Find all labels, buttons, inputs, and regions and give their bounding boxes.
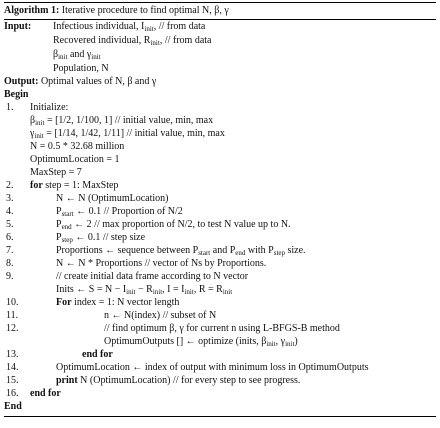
for-keyword: For xyxy=(56,297,72,308)
step-4-line xyxy=(56,206,183,218)
inits-sub-3: init xyxy=(184,288,194,296)
optimize-b: , γ xyxy=(275,336,286,347)
step-7-sub-step: step xyxy=(273,249,285,257)
input-recovered-pre: Recovered individual, R xyxy=(53,35,151,46)
optimize-c: ) xyxy=(294,336,298,347)
step-11-text: n ← N(index) // subset of N xyxy=(104,310,217,321)
step-7-sub-end: end xyxy=(235,249,246,257)
line-number: 7. xyxy=(6,245,14,256)
line-number: 13. xyxy=(6,349,19,360)
input-infectious-post: , // from data xyxy=(153,21,206,32)
input-beta-gamma xyxy=(53,49,101,61)
step-15-line xyxy=(56,375,300,387)
input-gamma-sub: init xyxy=(91,53,101,61)
inits-a: Inits ← S = N − I xyxy=(56,284,127,295)
step-6-text: ← 0.1 // step size xyxy=(72,232,146,243)
input-beta: β xyxy=(53,49,59,60)
step-9-text: // create initial data frame according to N vector xyxy=(56,271,249,282)
input-recovered-post: , // from data xyxy=(159,35,212,46)
algorithm-title xyxy=(4,5,229,17)
input-row-1 xyxy=(4,21,31,33)
input-and-gamma: and γ xyxy=(67,49,92,60)
step-7-a: Proportions ← sequence between P xyxy=(56,245,199,256)
line-number: 4. xyxy=(6,206,14,217)
end-for-keyword: end for xyxy=(82,349,113,360)
step-10-line xyxy=(56,297,179,309)
step-6-line xyxy=(56,232,145,244)
beta-value: = [1/2, 1/100, 1] // initial value, min, max xyxy=(44,115,214,126)
step-2-text: step = 1: MaxStep xyxy=(42,180,119,191)
line-number: 1. xyxy=(6,102,14,113)
step-5-line xyxy=(56,219,291,231)
step-14-text: OptimumLocation ← index of output with minimum loss in OptimumOutputs xyxy=(56,362,369,373)
step-1-gamma xyxy=(30,128,225,140)
p-symbol: P xyxy=(56,232,62,243)
gamma-value: = [1/14, 1/42, 1/11] // initial value, min, max xyxy=(43,128,225,139)
step-7-sub-start: start xyxy=(198,249,211,257)
input-infectious-sub: init xyxy=(144,25,154,33)
step-15-text: N (OptimumLocation) // for every step to see progress. xyxy=(77,375,301,386)
line-number: 8. xyxy=(6,258,14,269)
inits-c: , I = I xyxy=(162,284,185,295)
step-7-c: with P xyxy=(245,245,274,256)
inits-sub-1: init xyxy=(126,288,136,296)
step-3-text: N ← N (OptimumLocation) xyxy=(56,193,169,204)
step-7-d: size. xyxy=(285,245,306,256)
bottom-rule xyxy=(4,416,436,417)
optimize-a: OptimumOutputs [] ← optimize (inits, β xyxy=(104,336,267,347)
optimize-sub-2: init xyxy=(285,340,295,348)
output-row xyxy=(4,76,156,88)
header-rule xyxy=(4,19,436,20)
p-symbol: P xyxy=(56,206,62,217)
algorithm-box xyxy=(4,2,436,426)
input-population: Population, N xyxy=(53,63,109,74)
inits-d: , R = R xyxy=(193,284,223,295)
top-rule xyxy=(4,2,436,3)
step-7-line xyxy=(56,245,306,257)
begin-keyword: Begin xyxy=(4,89,29,100)
input-beta-sub: init xyxy=(58,53,68,61)
input-label: Input: xyxy=(4,21,32,32)
line-number: 9. xyxy=(6,271,14,282)
output-text: Optimal values of N, β and γ xyxy=(40,76,157,87)
step-5-text: ← 2 // max proportion of N/2, to test N value up to N. xyxy=(71,219,291,230)
beta-sub: init xyxy=(35,119,45,127)
step-2-line xyxy=(30,180,118,192)
for-keyword: for xyxy=(30,180,43,191)
step-7-b: and P xyxy=(210,245,236,256)
inits-sub-4: init xyxy=(222,288,233,296)
line-number: 3. xyxy=(6,193,14,204)
step-1-beta xyxy=(30,115,213,127)
step-4-text: ← 0.1 // Proportion of N/2 xyxy=(73,206,183,217)
line-number: 5. xyxy=(6,219,14,230)
step-10-text: index = 1: N vector length xyxy=(71,297,180,308)
step-12-text: // find optimum β, γ for current n using L-BFGS-B method xyxy=(104,323,340,334)
gamma-sub: init xyxy=(34,132,44,140)
line-number: 6. xyxy=(6,232,14,243)
line-number: 2. xyxy=(6,180,14,191)
end-for-keyword: end for xyxy=(30,388,61,399)
step-1-maxstep: MaxStep = 7 xyxy=(30,167,82,178)
gamma-symbol: γ xyxy=(30,128,35,139)
line-number: 15. xyxy=(6,375,19,386)
p-start-sub: start xyxy=(61,210,74,218)
step-9-inits xyxy=(56,284,232,296)
line-number: 12. xyxy=(6,323,19,334)
input-infectious xyxy=(53,21,205,33)
algorithm-title-text: Iterative procedure to find optimal N, β, γ xyxy=(61,5,229,16)
optimize-sub-1: init xyxy=(266,340,276,348)
input-infectious-pre: Infectious individual, I xyxy=(53,21,145,32)
step-1-n: N = 0.5 * 32.68 million xyxy=(30,141,125,152)
step-1-optimum: OptimumLocation = 1 xyxy=(30,154,120,165)
step-8-text: N ← N * Proportions // vector of Ns by Proportions. xyxy=(56,258,267,269)
input-recovered-sub: init xyxy=(150,39,160,47)
step-1-text: Initialize: xyxy=(30,102,69,113)
beta-symbol: β xyxy=(30,115,36,126)
p-step-sub: step xyxy=(61,236,73,244)
algorithm-label: Algorithm 1: xyxy=(4,5,60,16)
line-number: 16. xyxy=(6,388,19,399)
line-number: 11. xyxy=(6,310,19,321)
line-number: 14. xyxy=(6,362,19,373)
output-label: Output: xyxy=(4,76,39,87)
input-recovered xyxy=(53,35,211,47)
p-end-sub: end xyxy=(61,223,72,231)
p-symbol: P xyxy=(56,219,62,230)
inits-sub-2: init xyxy=(152,288,163,296)
step-12-optimize xyxy=(104,336,298,348)
print-keyword: print xyxy=(56,375,78,386)
inits-b: − R xyxy=(135,284,153,295)
end-keyword: End xyxy=(4,401,22,412)
line-number: 10. xyxy=(6,297,19,308)
